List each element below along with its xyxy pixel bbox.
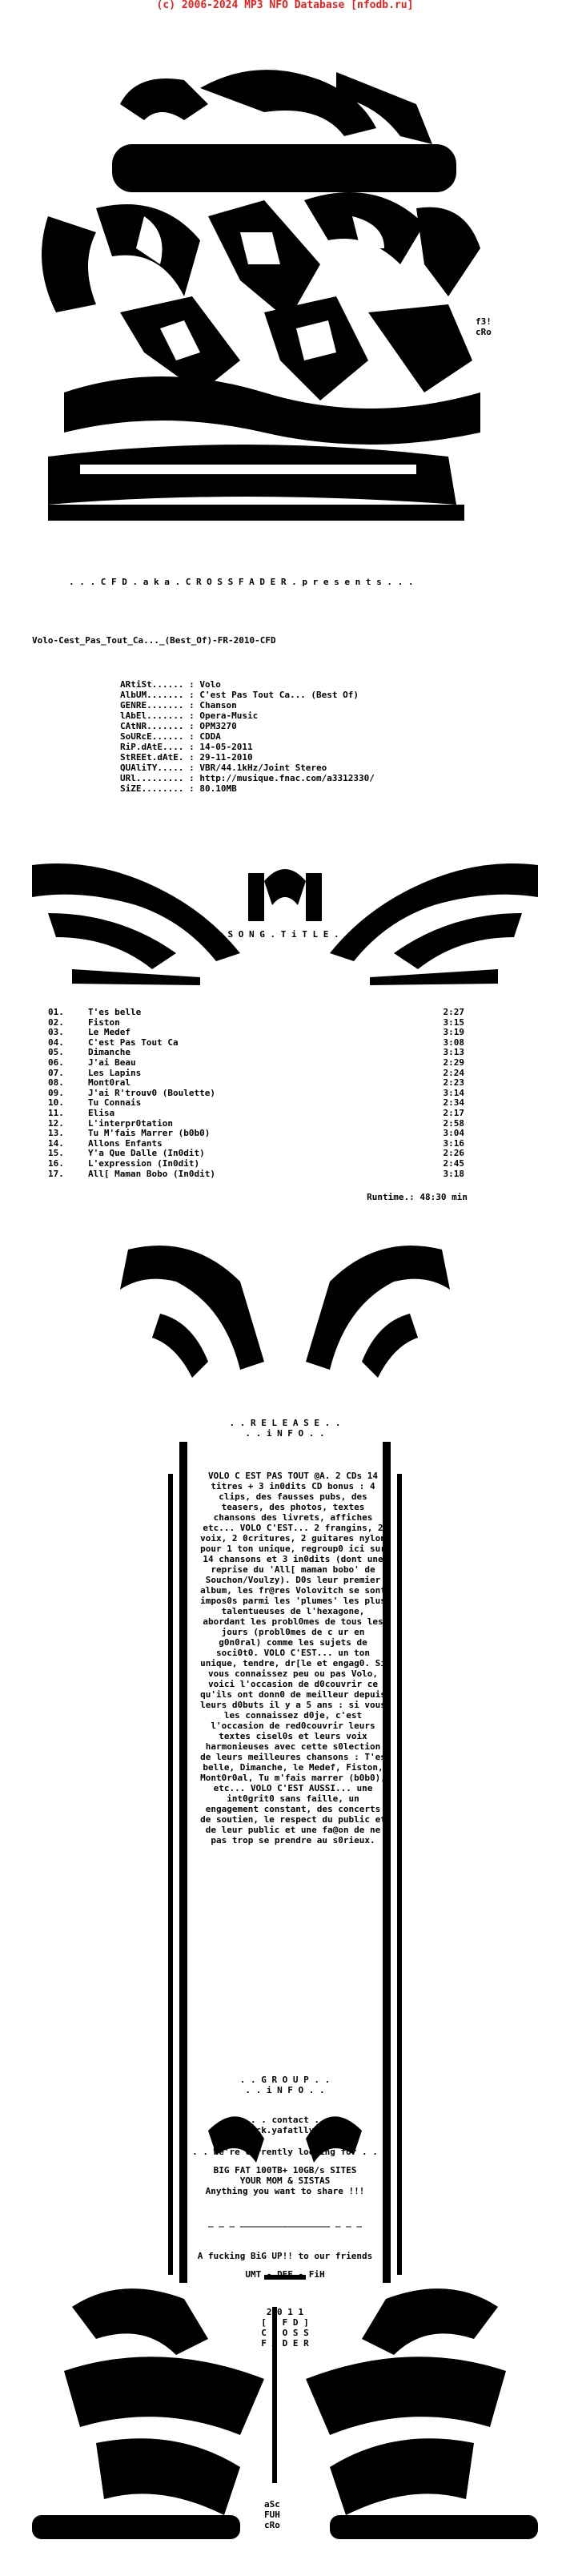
track-row	[48, 1028, 464, 1038]
track-name: Les Lapins	[88, 1067, 142, 1078]
track-num: 02.	[48, 1016, 64, 1028]
track-num: 10.	[48, 1097, 64, 1109]
track-dur: 3:15	[443, 1016, 464, 1028]
info-label: SoURcE......	[120, 731, 184, 742]
divider: _ _ _ _________________ _ _ _	[207, 2217, 363, 2228]
track-dur: 3:16	[443, 1137, 464, 1149]
track-name: Fiston	[88, 1016, 120, 1028]
footer-block	[120, 2307, 450, 2349]
cfd-logo-art	[0, 56, 570, 545]
info-row: SiZE........ : 80.10MB	[120, 783, 237, 794]
info-value: 14-05-2011	[199, 742, 253, 752]
info-label: SiZE........	[120, 783, 184, 794]
looking-block	[120, 2147, 450, 2196]
info-label: AlbUM.......	[120, 690, 184, 700]
song-title-ornament	[0, 857, 570, 993]
track-row	[48, 1008, 464, 1018]
info-label: QUAliTY.....	[120, 763, 184, 773]
track-row	[48, 1159, 464, 1169]
release-info-heading: . . R E L E A S E . . . . i N F O . .	[229, 1418, 341, 1439]
presents-line: . . . C F D . a k a . C R O S S F A D E R . p r e s e n t s . . .	[69, 577, 414, 587]
track-num: 05.	[48, 1047, 64, 1058]
track-num: 07.	[48, 1067, 64, 1078]
info-value: Volo	[199, 679, 221, 690]
info-label: lAbEl.......	[120, 710, 184, 721]
looking-line-2: BIG FAT 100TB+ 10GB/s SITES	[213, 2165, 357, 2176]
track-num: 12.	[48, 1117, 64, 1129]
bigup-block	[120, 2251, 450, 2280]
info-row: CAtNR....... : OPM3270	[120, 721, 237, 731]
track-row	[48, 1129, 464, 1139]
tracklist	[48, 1008, 464, 1179]
track-num: 09.	[48, 1087, 64, 1098]
track-row	[48, 1058, 464, 1069]
runtime: Runtime.: 48:30 min	[367, 1192, 468, 1202]
track-dur: 3:08	[443, 1036, 464, 1048]
info-value: 80.10MB	[199, 783, 237, 794]
track-row	[48, 1169, 464, 1180]
info-row: QUAliTY..... : VBR/44.1kHz/Joint Stereo	[120, 763, 327, 773]
track-num: 03.	[48, 1027, 64, 1038]
info-label: ARtiSt......	[120, 679, 184, 690]
info-label: GENRE.......	[120, 700, 184, 710]
info-row: GENRE....... : Chanson	[120, 700, 237, 710]
track-dur: 2:29	[443, 1057, 464, 1068]
info-row: StREEt.dAtE. : 29-11-2010	[120, 752, 253, 763]
info-row: AlbUM....... : C'est Pas Tout Ca... (Best Of)	[120, 690, 359, 700]
track-num: 11.	[48, 1107, 64, 1118]
nfodb-banner: (c) 2006-2024 MP3 NFO Database [nfodb.ru]	[156, 0, 414, 11]
contact-line-1: . . . contact . .	[239, 2115, 331, 2125]
track-dur: 3:04	[443, 1128, 464, 1139]
track-name: J'ai Beau	[88, 1057, 136, 1068]
info-row: RiP.dAtE.... : 14-05-2011	[120, 742, 253, 752]
track-dur: 2:58	[443, 1117, 464, 1129]
track-dur: 2:23	[443, 1077, 464, 1089]
footer-box: [ C F D ]	[261, 2317, 309, 2328]
looking-line-4: Anything you want to share !!!	[205, 2186, 365, 2196]
track-num: 08.	[48, 1077, 64, 1089]
looking-line-1: . . We're currently looking for . .	[192, 2147, 378, 2157]
info-value: Chanson	[199, 700, 237, 710]
release-name: Volo-Cest_Pas_Tout_Ca..._(Best_Of)-FR-2010-CFD	[32, 635, 276, 646]
looking-line-3: YOUR MOM & SISTAS	[239, 2176, 331, 2186]
track-dur: 3:18	[443, 1168, 464, 1179]
info-row: lAbEl....... : Opera-Music	[120, 710, 259, 721]
track-name: Tu Connais	[88, 1097, 142, 1109]
info-row: SoURcE...... : CDDA	[120, 731, 221, 742]
header-tag-right: f3! cRo	[476, 316, 492, 337]
track-name: Tu M'fais Marrer (b0b0)	[88, 1128, 211, 1139]
track-num: 13.	[48, 1128, 64, 1139]
track-name: J'ai R'trouv0 (Boulette)	[88, 1087, 215, 1098]
song-title-heading: . . S O N G . T i T L E . .	[207, 929, 350, 940]
info-value: C'est Pas Tout Ca... (Best Of)	[199, 690, 359, 700]
track-dur: 3:13	[443, 1047, 464, 1058]
track-num: 06.	[48, 1057, 64, 1068]
friends-line: UMT - DEF - FiH	[245, 2269, 325, 2280]
track-name: L'expression (In0dit)	[88, 1157, 200, 1169]
track-dur: 2:17	[443, 1107, 464, 1118]
info-value: 29-11-2010	[199, 752, 253, 763]
track-name: Y'a Que Dalle (In0dit)	[88, 1148, 205, 1159]
track-dur: 2:34	[443, 1097, 464, 1109]
track-num: 15.	[48, 1148, 64, 1159]
track-name: Elisa	[88, 1107, 115, 1118]
release-info-text: VOLO C EST PAS TOUT @A. 2 CDs 14 titres + 3 in0dits CD bonus : 4 clips, des fausses pubs, des teasers, des photos, textes chansons des livrets, affiches etc... VOLO C'EST... 2 frangins, 2 voix, 2 0critures, 2 guitares nylon pour 1 ton unique, regroup0 ici sur 14 chansons et 3 in0dits (dont une reprise du 'All[ maman bobo' de Souchon/Voulzy). D0s leur premier album, les fr@res Volovitch se sont impos0s parmi les 'plumes' les plus talentueuses de l'hexagone, abordant les probl0mes de tous les jours (probl0mes de c ur en g0n0ral) comme les sujets de soci0t0. VOLO C'EST... un ton unique, tendre, dr[le et engag0. Si vous connaissez peu ou pas Volo, voici l'occasion de d0couvrir ce qu'ils ont donn0 de meilleur depuis leurs d0buts il y a 5 ans : si vous les connaissez d0je, c'est l'occasion de red0couvrir leurs textes cisel0s et leurs voix harmonieuses avec cette s0lection de leurs meilleures chansons : T'es belle, Dimanche, le Medef, Fiston, Mont0r0al, Tu m'fais marrer (b0b0), etc... VOLO C'EST AUSSI... une int0grit0 sans faille, un engagement constant, des concerts de soutien, le respect du public et de leur public et une fa@on de ne pas trop se prendre au s0rieux.	[200, 1471, 386, 1845]
footer-name-2: F A D E R	[261, 2338, 309, 2349]
track-dur: 2:24	[443, 1067, 464, 1078]
logo-svg	[0, 56, 570, 545]
bigup-line: A fucking BiG UP!! to our friends	[197, 2251, 373, 2261]
track-name: Allons Enfants	[88, 1137, 163, 1149]
track-dur: 2:45	[443, 1157, 464, 1169]
contact-block	[120, 2115, 450, 2135]
track-name: Mont0ral	[88, 1077, 130, 1089]
info-value: Opera-Music	[199, 710, 259, 721]
info-label: CAtNR.......	[120, 721, 184, 731]
info-label: RiP.dAtE....	[120, 742, 184, 752]
info-label: URl.........	[120, 773, 184, 783]
info-value: OPM3270	[199, 721, 237, 731]
info-row: ARtiSt...... : Volo	[120, 679, 221, 690]
track-name: T'es belle	[88, 1007, 142, 1017]
track-name: C'est Pas Tout Ca	[88, 1036, 179, 1048]
contact-line-2: go.fuck.yafatllya.com	[229, 2125, 341, 2135]
track-dur: 3:19	[443, 1027, 464, 1038]
track-dur: 3:14	[443, 1087, 464, 1098]
track-row	[48, 1109, 464, 1119]
info-value: VBR/44.1kHz/Joint Stereo	[199, 763, 327, 773]
info-value: CDDA	[199, 731, 221, 742]
track-dur: 2:26	[443, 1148, 464, 1159]
track-name: Dimanche	[88, 1047, 130, 1058]
track-num: 14.	[48, 1137, 64, 1149]
track-num: 16.	[48, 1157, 64, 1169]
track-dur: 2:27	[443, 1007, 464, 1017]
info-label: StREEt.dAtE.	[120, 752, 184, 763]
track-num: 17.	[48, 1168, 64, 1179]
info-value: http://musique.fnac.com/a3312330/	[199, 773, 375, 783]
track-name: All[ Maman Bobo (In0dit)	[88, 1168, 215, 1179]
track-row	[48, 1078, 464, 1089]
info-table	[120, 679, 375, 794]
footer-credit: aSc FUH cRo	[264, 2499, 280, 2530]
group-info-heading: . . G R O U P . . . . i N F O . .	[239, 2075, 331, 2095]
footer-year: 2 0 1 1	[266, 2307, 304, 2317]
track-name: Le Medef	[88, 1027, 130, 1038]
track-num: 04.	[48, 1036, 64, 1048]
track-name: L'interpr0tation	[88, 1117, 173, 1129]
footer-name-1: C R O S S	[261, 2328, 309, 2338]
track-num: 01.	[48, 1007, 64, 1017]
info-row: URl......... : http://musique.fnac.com/a3312330/	[120, 773, 375, 783]
